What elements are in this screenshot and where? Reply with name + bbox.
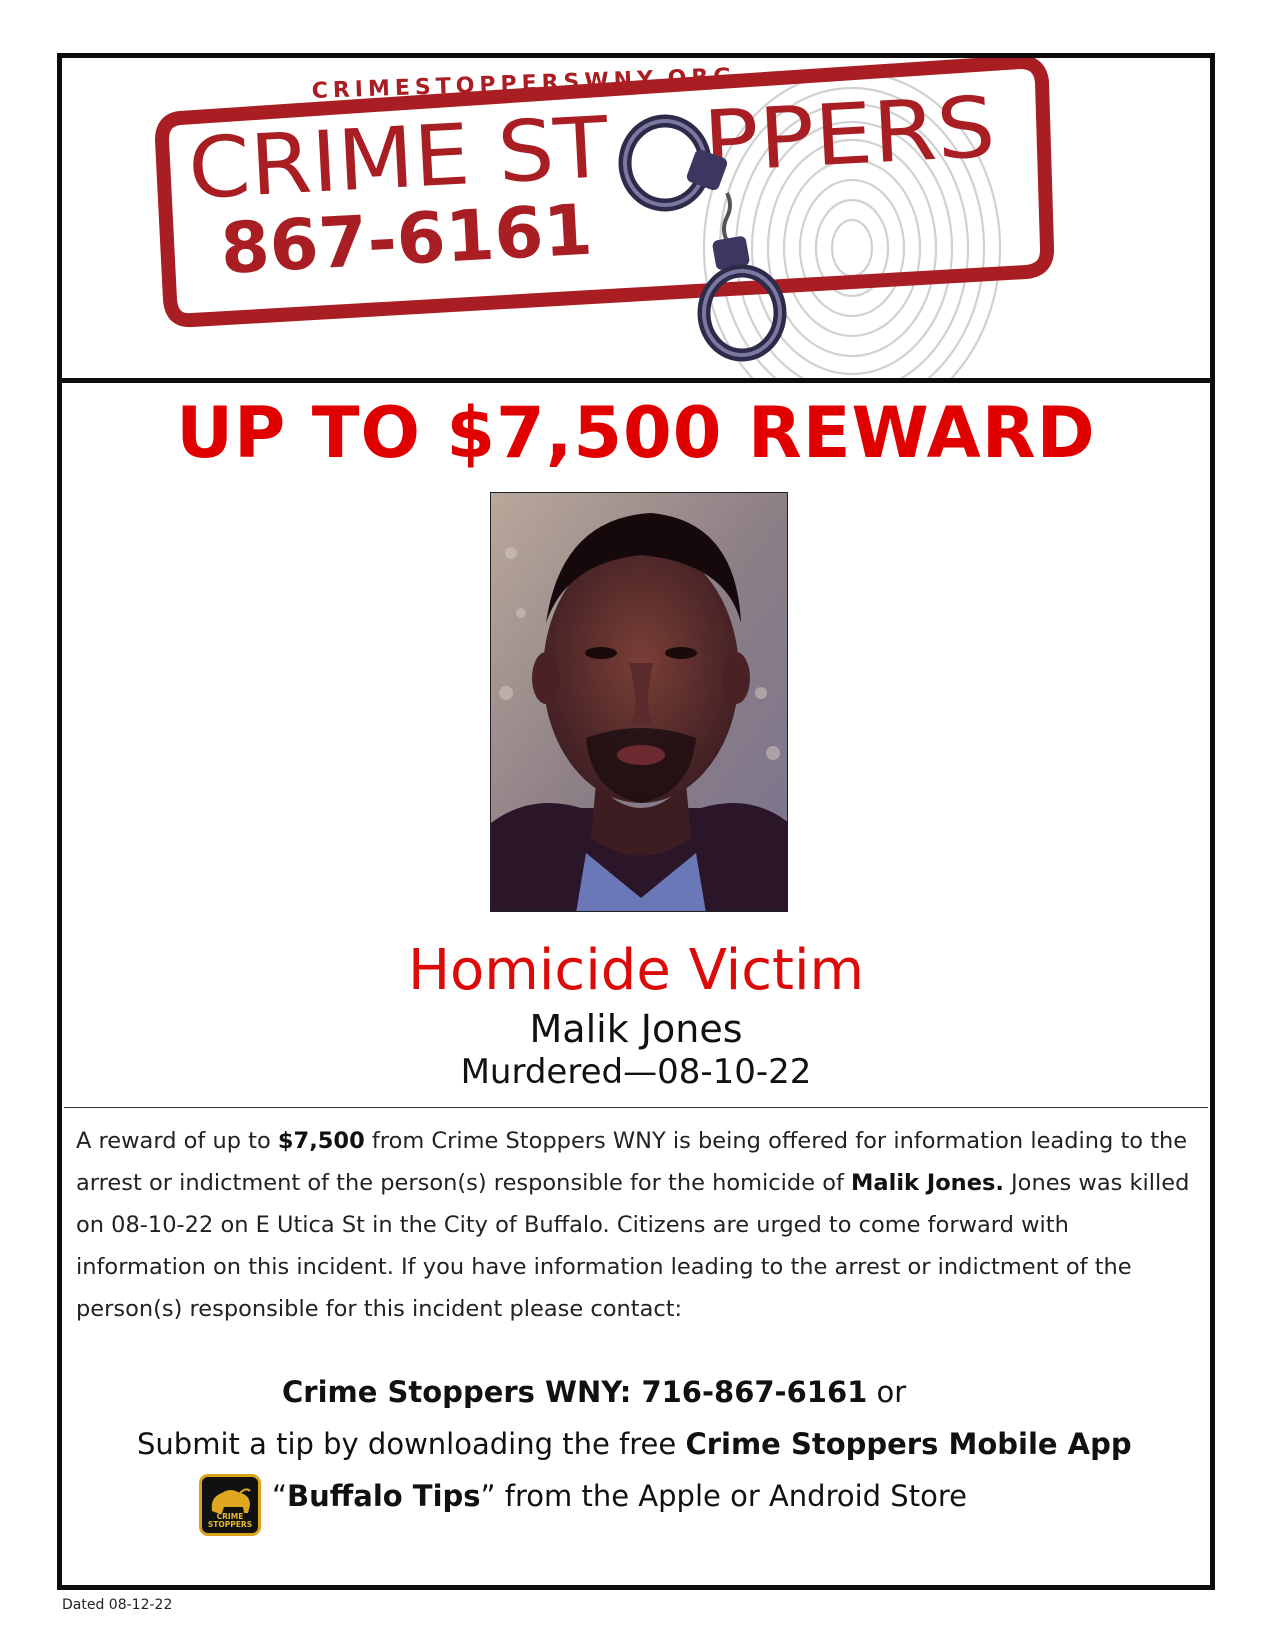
reward-description	[76, 1120, 1196, 1330]
app-store-line	[272, 1476, 967, 1516]
store-suffix: ” from the Apple or Android Store	[480, 1479, 967, 1513]
section-divider	[64, 1107, 1208, 1108]
reward-headline: UP TO $7,500 REWARD	[176, 392, 1096, 474]
contact-phone-line	[282, 1372, 906, 1412]
crime-stoppers-logo-banner	[62, 58, 1210, 383]
buffalo-crime-stoppers-app-icon	[199, 1474, 261, 1536]
victim-photo	[490, 492, 788, 912]
logo-url: CRIMESTOPPERSWNY.ORG	[311, 64, 737, 104]
app-tip-line	[137, 1424, 1132, 1464]
logo-phone: 867-6161	[218, 188, 593, 290]
app-prefix: Submit a tip by downloading the free	[137, 1427, 686, 1461]
app-name: Crime Stoppers Mobile App	[685, 1427, 1132, 1461]
buffalo-tips-name: Buffalo Tips	[287, 1479, 481, 1513]
murder-date: Murdered—08-10-22	[460, 1052, 812, 1092]
description-victim-name: Malik Jones.	[851, 1170, 1004, 1196]
poster-frame	[57, 53, 1215, 1590]
victim-label: Homicide Victim	[407, 938, 865, 1003]
description-text-1: A reward of up to	[76, 1128, 278, 1154]
description-text-2: from Crime Stoppers WNY is being offered for information leading to the arrest or indictment of the person(s) responsible for the homicide of	[76, 1128, 1188, 1196]
logo-title-part2: PPERS	[700, 79, 972, 191]
description-text-3: Jones was killed on 08-10-22 on E Utica St in the City of Buffalo. Citizens are urged to come forward with information on this incident. If you have information leading to the arrest or indictment of the person(s) responsible for this incident please contact:	[76, 1170, 1190, 1322]
crime-stoppers-logo	[62, 58, 1210, 378]
quote-open: “	[272, 1479, 288, 1513]
reward-amount: $7,500	[277, 1128, 365, 1154]
victim-name: Malik Jones	[529, 1007, 743, 1051]
contact-phone: Crime Stoppers WNY: 716-867-6161	[282, 1375, 868, 1409]
app-icon-label: CRIME STOPPERS	[207, 1512, 253, 1529]
logo-title-part1: CRIME ST	[185, 99, 590, 218]
contact-or: or	[867, 1375, 907, 1409]
dated-label: Dated 08-12-22	[62, 1597, 173, 1613]
